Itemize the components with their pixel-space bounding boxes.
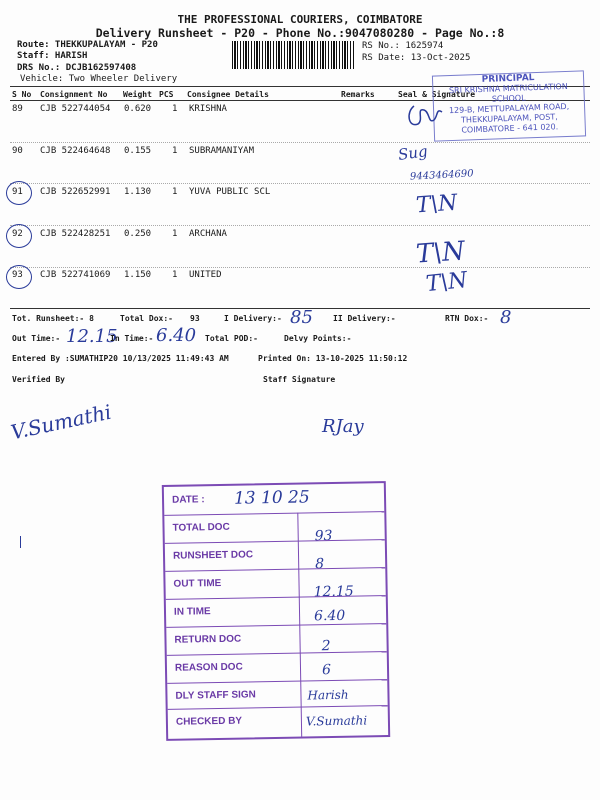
row-consignee: UNITED <box>189 270 222 280</box>
verified-by-label: Verified By <box>12 375 65 384</box>
col-remarks: Remarks <box>341 90 375 99</box>
row-circle-mark <box>6 265 32 289</box>
col-pcs: PCS <box>159 90 174 99</box>
in-time-value: 6.40 <box>156 325 197 346</box>
stamp-label: OUT TIME <box>173 577 222 590</box>
row-consignee: ARCHANA <box>189 229 227 239</box>
col-sno: S No <box>12 90 32 99</box>
stamp-label: RUNSHEET DOC <box>172 549 254 562</box>
stamp-value: V.Sumathi <box>305 713 368 729</box>
total-dox-value: 93 <box>190 314 200 323</box>
stamp-label: CHECKED BY <box>175 715 243 728</box>
row-consignment: CJB 522652991 <box>40 187 111 197</box>
stamp-label: IN TIME <box>173 606 211 618</box>
row91-mark: T\N <box>415 190 459 219</box>
pen-mark <box>20 536 21 548</box>
stamp-value: 6 <box>321 662 332 679</box>
stamp-value: Harish <box>307 687 349 703</box>
rtn-dox-value: 8 <box>500 307 512 328</box>
row89-signature <box>404 98 444 134</box>
row-sno: 93 <box>12 270 23 280</box>
row-sno: 91 <box>12 187 23 197</box>
company-title: THE PROFESSIONAL COURIERS, COIMBATORE <box>177 13 423 26</box>
school-seal: PRINCIPAL SRI KRISHNA MATRICULATION SCHOOL 129-B, METTUPALAYAM ROAD, THEKKUPALAYAM, POST, COIMBATORE - 641 020. <box>432 70 586 141</box>
stamp-value: 2 <box>321 638 331 655</box>
row-consignee: YUVA PUBLIC SCL <box>189 187 271 197</box>
stamp-value: 93 <box>314 528 333 545</box>
verified-signature: V.Sumathi <box>8 399 114 445</box>
delivery-stamp <box>162 481 390 741</box>
rtn-dox-label: RTN Dox:- <box>445 314 489 323</box>
row-pcs: 1 <box>172 229 178 239</box>
row-sno: 92 <box>12 229 23 239</box>
stamp-value: 6.40 <box>313 607 346 625</box>
row-weight: 0.620 <box>124 104 152 114</box>
row-consignment: CJB 522741069 <box>40 270 111 280</box>
row92-mark: T\N <box>415 236 466 270</box>
row-consignment: CJB 522744054 <box>40 104 111 114</box>
row-sno: 90 <box>12 146 23 156</box>
row-pcs: 1 <box>172 270 178 280</box>
total-dox-label: Total Dox:- <box>120 314 173 323</box>
in-time-label: In Time:- <box>110 334 154 343</box>
row93-mark: T\N <box>424 267 469 298</box>
row-circle-mark <box>6 181 32 205</box>
drs-number: DRS No.: DCJB162597408 <box>17 63 137 73</box>
row-consignment: CJB 522464648 <box>40 146 111 156</box>
staff-label: Staff: HARISH <box>17 51 88 61</box>
row-weight: 0.155 <box>124 146 152 156</box>
col-seal-signature: Seal & Signature <box>398 90 476 99</box>
staff-signature: RJay <box>322 416 364 437</box>
rs-date: RS Date: 13-Oct-2025 <box>362 53 471 63</box>
stamp-label: TOTAL DOC <box>172 521 230 534</box>
col-consignee: Consignee Details <box>187 90 269 99</box>
row-weight: 0.250 <box>124 229 152 239</box>
stamp-label: DLY STAFF SIGN <box>175 689 256 702</box>
out-time-value: 12.15 <box>66 326 118 347</box>
out-time-label: Out Time:- <box>12 334 61 343</box>
row-weight: 1.150 <box>124 270 152 280</box>
row-consignee: KRISHNA <box>189 104 227 114</box>
row90-phone: 9443464690 <box>409 168 474 183</box>
row-circle-mark <box>6 224 32 248</box>
i-delivery-value: 85 <box>290 307 313 328</box>
row-pcs: 1 <box>172 104 178 114</box>
entered-by: Entered By :SUMATHIP20 10/13/2025 11:49:43 AM <box>12 354 229 363</box>
col-weight: Weight <box>123 90 152 99</box>
stamp-date-label: DATE : <box>171 494 205 506</box>
row-pcs: 1 <box>172 146 178 156</box>
row-sno: 89 <box>12 104 23 114</box>
stamp-value: 12.15 <box>313 583 354 601</box>
vehicle-label: Vehicle: Two Wheeler Delivery <box>20 74 178 84</box>
staff-signature-label: Staff Signature <box>263 375 336 384</box>
row-consignee: SUBRAMANIYAM <box>189 146 255 156</box>
delvy-points-label: Delvy Points:- <box>284 334 352 343</box>
row-pcs: 1 <box>172 187 178 197</box>
total-pod-label: Total POD:- <box>205 334 258 343</box>
row-weight: 1.130 <box>124 187 152 197</box>
route-label: Route: THEKKUPALAYAM - P20 <box>17 40 158 50</box>
col-consignment: Consignment No <box>40 90 108 99</box>
runsheet-subtitle: Delivery Runsheet - P20 - Phone No.:9047080280 - Page No.:8 <box>95 26 505 40</box>
printed-on: Printed On: 13-10-2025 11:50:12 <box>258 354 408 363</box>
stamp-date-value: 13 10 25 <box>233 487 310 509</box>
stamp-value: 8 <box>315 556 325 573</box>
row90-signature: Sug <box>396 142 429 164</box>
ii-delivery-label: II Delivery:- <box>333 314 396 323</box>
tot-runsheet: Tot. Runsheet:- 8 <box>12 314 94 323</box>
barcode <box>232 41 354 69</box>
stamp-label: REASON DOC <box>174 661 243 674</box>
row-consignment: CJB 522428251 <box>40 229 111 239</box>
stamp-label: RETURN DOC <box>174 633 242 646</box>
i-delivery-label: I Delivery:- <box>224 314 282 323</box>
rs-number: RS No.: 1625974 <box>362 41 444 51</box>
